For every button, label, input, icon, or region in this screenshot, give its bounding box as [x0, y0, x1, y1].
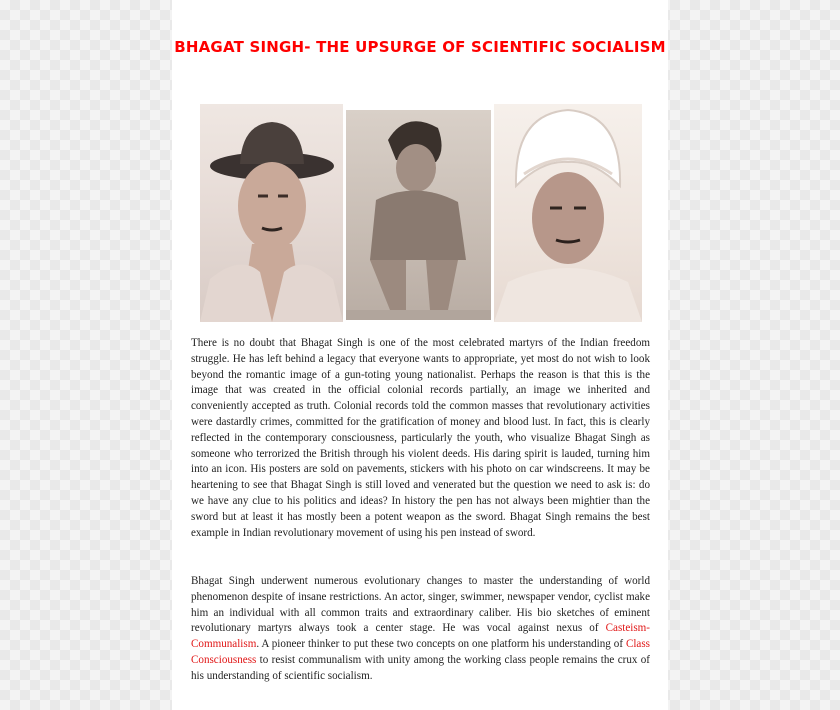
- document-page: [172, 0, 668, 710]
- portrait-photo-seated: [346, 110, 491, 320]
- highlight-class-consciousness: Class Consciousness: [191, 638, 650, 666]
- body-paragraph-2: [191, 574, 650, 685]
- photo-strip: [200, 104, 642, 322]
- highlight-casteism-communalism: Casteism-Communalism: [191, 622, 650, 651]
- portrait-photo-hat: [200, 104, 343, 322]
- portrait-photo-turban: [494, 104, 642, 322]
- body-paragraph-1: There is no doubt that Bhagat Singh is one of the most celebrated martyrs of the Indian freedom struggle. He has left behind a legacy that everyone wants to appropriate, yet most do not wish to look beyond the romantic image of a gun-toting young nationalist. Perhaps the reason is that this is the image that was created in the official colonial records partially, an image we inherited and conveniently accepted as truth. Colonial records told the common masses that revolutionary activities were dastardly crimes, committed for the gratification of money and blood lust. In fact, this is clearly reflected in the contemporary consciousness, particularly the youth, who visualize Bhagat Singh as someone who terrorized the British through his violent deeds. His daring spirit is lauded, turning him into an icon. His posters are sold on pavements, stickers with his photo on car windscreens. It may be heartening to see that Bhagat Singh is still loved and venerated but the question we need to ask is: do we have any clue to his politics and ideas? In history the pen has not always been mightier than the sword but at least it has mostly been a potent weapon as the sword. Bhagat Singh remains the best example in Indian revolutionary movement of using his pen instead of sword.: [191, 337, 650, 539]
- para2-text-c: to resist communalism with unity among the working class people remains the crux of his understanding of scientific socialism.: [191, 653, 650, 682]
- para2-text-a: Bhagat Singh underwent numerous evolutionary changes to master the understanding of world phenomenon despite of insane restrictions. An actor, singer, swimmer, newspaper vendor, cyclist make him an individual with all common traits and extraordinary caliber. His bio sketches of eminent revolutionary martyrs always took a center stage. He was vocal against nexus of: [191, 575, 650, 635]
- page-title: BHAGAT SINGH- THE UPSURGE OF SCIENTIFIC SOCIALISM: [174, 38, 666, 56]
- para2-text-b: . A pioneer thinker to put these two concepts on one platform his understanding of: [256, 638, 626, 651]
